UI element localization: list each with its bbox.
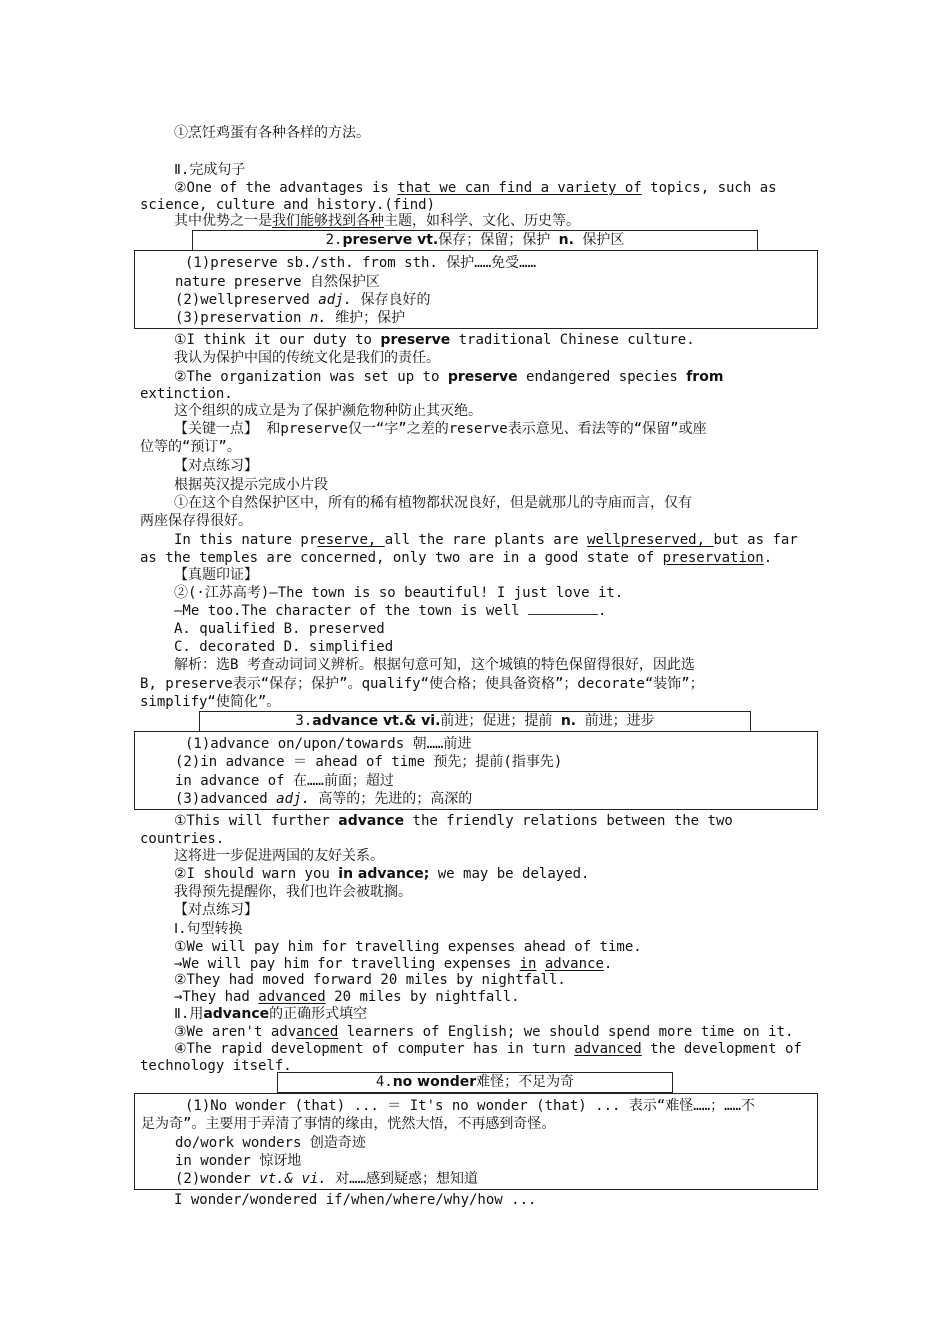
practice-question: ①We will pay him for travelling expenses ahead of time. bbox=[174, 939, 642, 955]
usage-box-no-wonder bbox=[134, 1093, 818, 1190]
sentence-example: ①烹饪鸡蛋有各种各样的方法。 bbox=[174, 125, 370, 141]
usage-line: (2)in advance ＝ ahead of time 预先；提前(指事先) bbox=[175, 754, 563, 770]
usage-line: in wonder 惊讶地 bbox=[175, 1153, 302, 1169]
key-point-note-cont: 位等的“预订”。 bbox=[140, 439, 241, 455]
section-title-advance: 3.advance vt.& vi.前进；促进；提前 n. 前进；进步 bbox=[199, 711, 751, 732]
usage-line: (3)preservation n. 维护；保护 bbox=[175, 310, 406, 326]
example-sentence: ②I should warn you in advance; we may be delayed. bbox=[174, 866, 590, 882]
example-sentence: ①This will further advance the friendly relations between the two bbox=[174, 813, 733, 829]
usage-line: do/work wonders 创造奇迹 bbox=[175, 1135, 366, 1151]
example-translation: 我认为保护中国的传统文化是我们的责任。 bbox=[174, 350, 440, 366]
practice-heading: 【对点练习】 bbox=[174, 902, 258, 918]
usage-line: (3)advanced adj. 高等的；先进的；高深的 bbox=[175, 791, 473, 807]
example-translation: 我得预先提醒你，我们也许会被耽搁。 bbox=[174, 884, 412, 900]
practice-answer: →We will pay him for travelling expenses in advance. bbox=[174, 956, 613, 972]
analysis-cont: B, preserve表示“保存；保护”。qualify“使合格；使具备资格”；decorate“装饰”； bbox=[140, 676, 704, 692]
exam-options: A. qualified B. preserved bbox=[174, 621, 385, 637]
exam-question: —Me too.The character of the town is well . bbox=[174, 603, 607, 619]
usage-box-advance bbox=[134, 731, 818, 810]
usage-line: nature preserve 自然保护区 bbox=[175, 274, 380, 290]
section-title-preserve: 2.preserve vt.保存；保留；保护 n. 保护区 bbox=[192, 230, 758, 251]
usage-line: (1)advance on/upon/towards 朝……前进 bbox=[185, 736, 472, 752]
practice-question: ③We aren't advanced learners of English; we should spend more time on it. bbox=[174, 1024, 794, 1040]
exercise-translation: 其中优势之一是我们能够找到各种主题，如科学、文化、历史等。 bbox=[174, 213, 580, 229]
example-translation: 这个组织的成立是为了保护濒危物种防止其灭绝。 bbox=[174, 403, 482, 419]
section-heading: Ⅱ.完成句子 bbox=[174, 162, 246, 178]
exercise-sentence: ②One of the advantages is that we can find a variety of topics, such as bbox=[174, 180, 777, 196]
usage-line: (1)No wonder (that) ... ＝ It's no wonder (that) ... 表示“难怪……；……不 bbox=[185, 1098, 756, 1114]
real-exam-heading: 【真题印证】 bbox=[174, 567, 258, 583]
practice-question: ①在这个自然保护区中，所有的稀有植物都状况良好，但是就那儿的寺庙而言，仅有 bbox=[174, 495, 692, 511]
practice-answer: In this nature preserve, all the rare plants are wellpreserved, but as far bbox=[174, 532, 798, 548]
example-sentence-cont: countries. bbox=[140, 831, 225, 847]
example-sentence: ①I think it our duty to preserve traditional Chinese culture. bbox=[174, 332, 695, 348]
practice-instruction: 根据英汉提示完成小片段 bbox=[174, 477, 328, 493]
analysis: 解析：选B 考查动词词义辨析。根据句意可知，这个城镇的特色保留得很好，因此选 bbox=[174, 657, 695, 673]
practice-answer: →They had advanced 20 miles by nightfall. bbox=[174, 989, 520, 1005]
practice-answer-cont: as the temples are concerned, only two are in a good state of preservation. bbox=[140, 550, 773, 566]
usage-line: (2)wonder vt.& vi. 对……感到疑惑；想知道 bbox=[175, 1171, 479, 1187]
practice-question-cont: technology itself. bbox=[140, 1058, 292, 1074]
practice-subheading: Ⅰ.句型转换 bbox=[174, 921, 243, 937]
answer-blank bbox=[528, 602, 598, 615]
usage-line: in advance of 在……前面；超过 bbox=[175, 773, 394, 789]
answer-underline: 我们能够找到各种 bbox=[272, 213, 384, 229]
practice-question: ②They had moved forward 20 miles by nightfall. bbox=[174, 972, 566, 988]
usage-line: (2)wellpreserved adj. 保存良好的 bbox=[175, 292, 431, 308]
exam-question: ②(·江苏高考)—The town is so beautiful! I just love it. bbox=[174, 585, 624, 601]
example-sentence: ②The organization was set up to preserve endangered species from bbox=[174, 369, 724, 385]
usage-line: (1)preserve sb./sth. from sth. 保护……免受…… bbox=[185, 255, 537, 271]
answer-underline: that we can find a variety of bbox=[397, 180, 642, 196]
practice-question-cont: 两座保存得很好。 bbox=[140, 513, 252, 529]
example-sentence-cont: extinction. bbox=[140, 386, 233, 402]
exam-options: C. decorated D. simplified bbox=[174, 639, 394, 655]
usage-pattern: I wonder/wondered if/when/where/why/how ... bbox=[174, 1192, 537, 1208]
key-point-note: 【关键一点】 和preserve仅一“字”之差的reserve表示意见、看法等的“保留”或座 bbox=[174, 421, 707, 437]
example-translation: 这将进一步促进两国的友好关系。 bbox=[174, 848, 384, 864]
exercise-sentence-cont: science, culture and history.(find) bbox=[140, 197, 436, 213]
analysis-cont: simplify“使简化”。 bbox=[140, 694, 281, 710]
usage-box-preserve bbox=[134, 250, 818, 329]
practice-question: ④The rapid development of computer has in turn advanced the development of bbox=[174, 1041, 802, 1057]
section-title-no-wonder: 4.no wonder难怪；不足为奇 bbox=[277, 1072, 673, 1093]
practice-subheading: Ⅱ.用advance的正确形式填空 bbox=[174, 1006, 368, 1022]
usage-line: 足为奇”。主要用于弄清了事情的缘由，恍然大悟，不再感到奇怪。 bbox=[141, 1116, 556, 1132]
practice-heading: 【对点练习】 bbox=[174, 458, 258, 474]
